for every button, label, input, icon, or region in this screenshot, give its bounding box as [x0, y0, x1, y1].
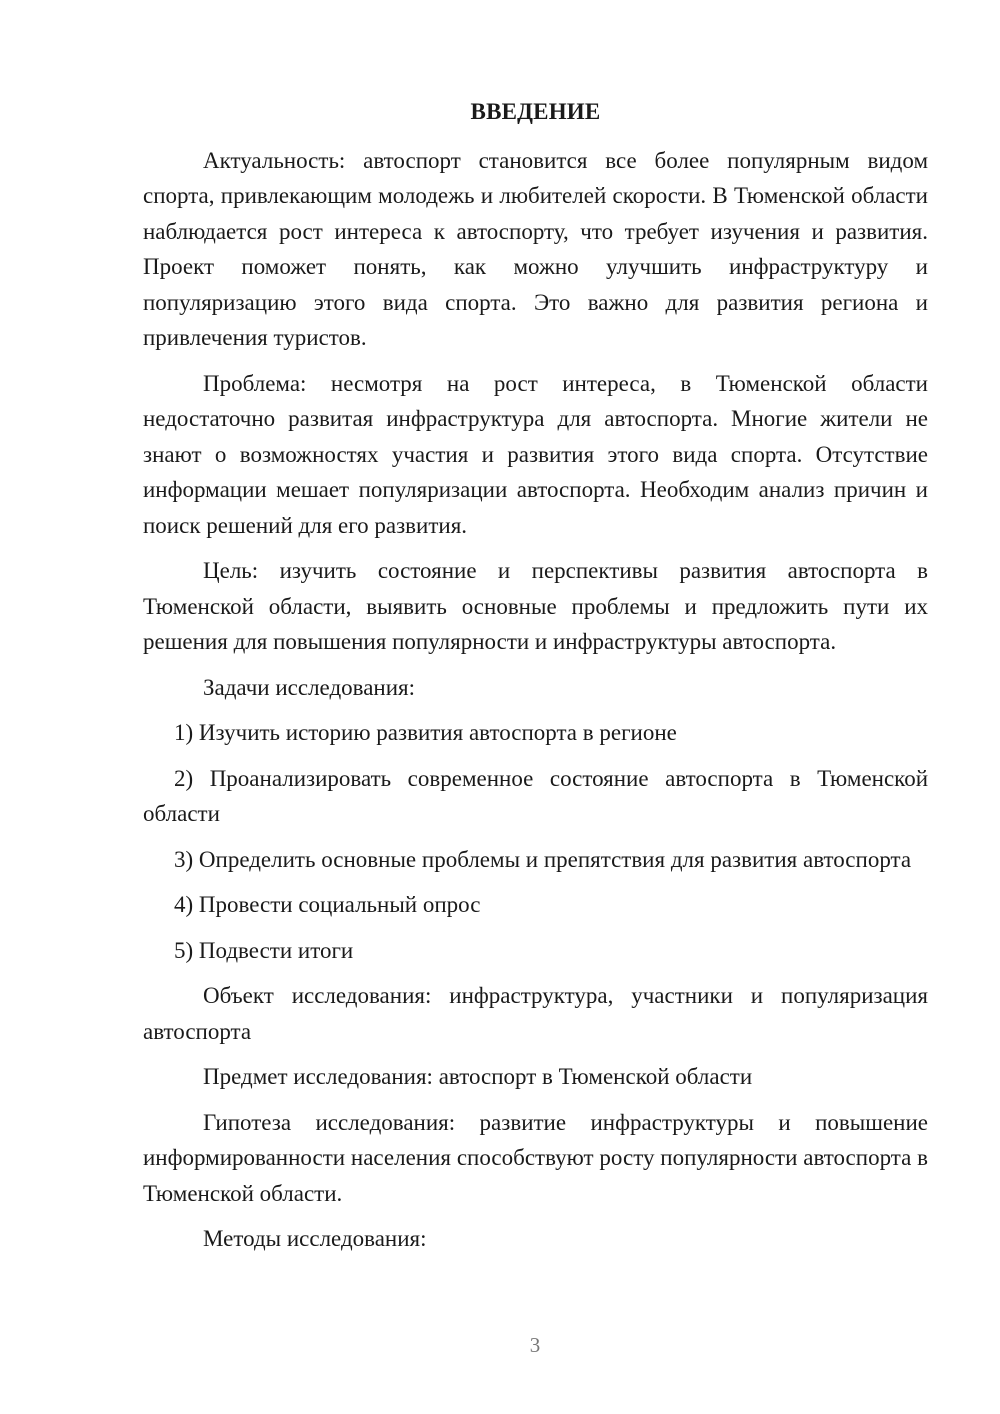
page-number: 3 — [529, 1333, 541, 1357]
task-item: 4) Провести социальный опрос — [174, 892, 481, 917]
object-paragraph: Объект исследования: инфраструктура, участники и популяризация автоспорта — [143, 983, 928, 1044]
goal-paragraph: Цель: изучить состояние и перспективы развития автоспорта в Тюменской области, выявить основные проблемы и предложить пути их решения для повышения популярности и инфраструктуры автоспорта. — [143, 558, 928, 654]
methods-heading: Методы исследования: — [203, 1226, 427, 1251]
task-item: 2) Проанализировать современное состояние автоспорта в Тюменской области — [143, 765, 928, 826]
task-item: 3) Определить основные проблемы и препятствия для развития автоспорта — [174, 846, 912, 872]
tasks-heading: Задачи исследования: — [203, 674, 416, 700]
task-item: 1) Изучить историю развития автоспорта в регионе — [174, 720, 677, 745]
problem-paragraph: Проблема: несмотря на рост интереса, в Тюменской области недостаточно развитая инфраструктура для автоспорта. Многие жители не знают о возможностях участия и развития этого вида спорта. Отсутствие информации мешает популяризации автоспорта. Необходим анализ причин и поиск решений для его развития. — [143, 370, 928, 538]
hypothesis-paragraph: Гипотеза исследования: развитие инфраструктуры и повышение информированности населения способствуют росту популярности автоспорта в Тюменской области. — [143, 1109, 928, 1206]
page-content — [143, 94, 928, 1267]
subject-paragraph: Предмет исследования: автоспорт в Тюменской области — [203, 1064, 753, 1089]
task-item: 5) Подвести итоги — [174, 937, 354, 963]
section-title: ВВЕДЕНИЕ — [470, 99, 601, 124]
relevance-paragraph: Актуальность: автоспорт становится все более популярным видом спорта, привлекающим молодежь и любителей скорости. В Тюменской области наблюдается рост интереса к автоспорту, что требует изучения и развития. Проект поможет понять, как можно улучшить инфраструктуру и популяризацию этого вида спорта. Это важно для развития региона и привлечения туристов. — [143, 147, 928, 350]
